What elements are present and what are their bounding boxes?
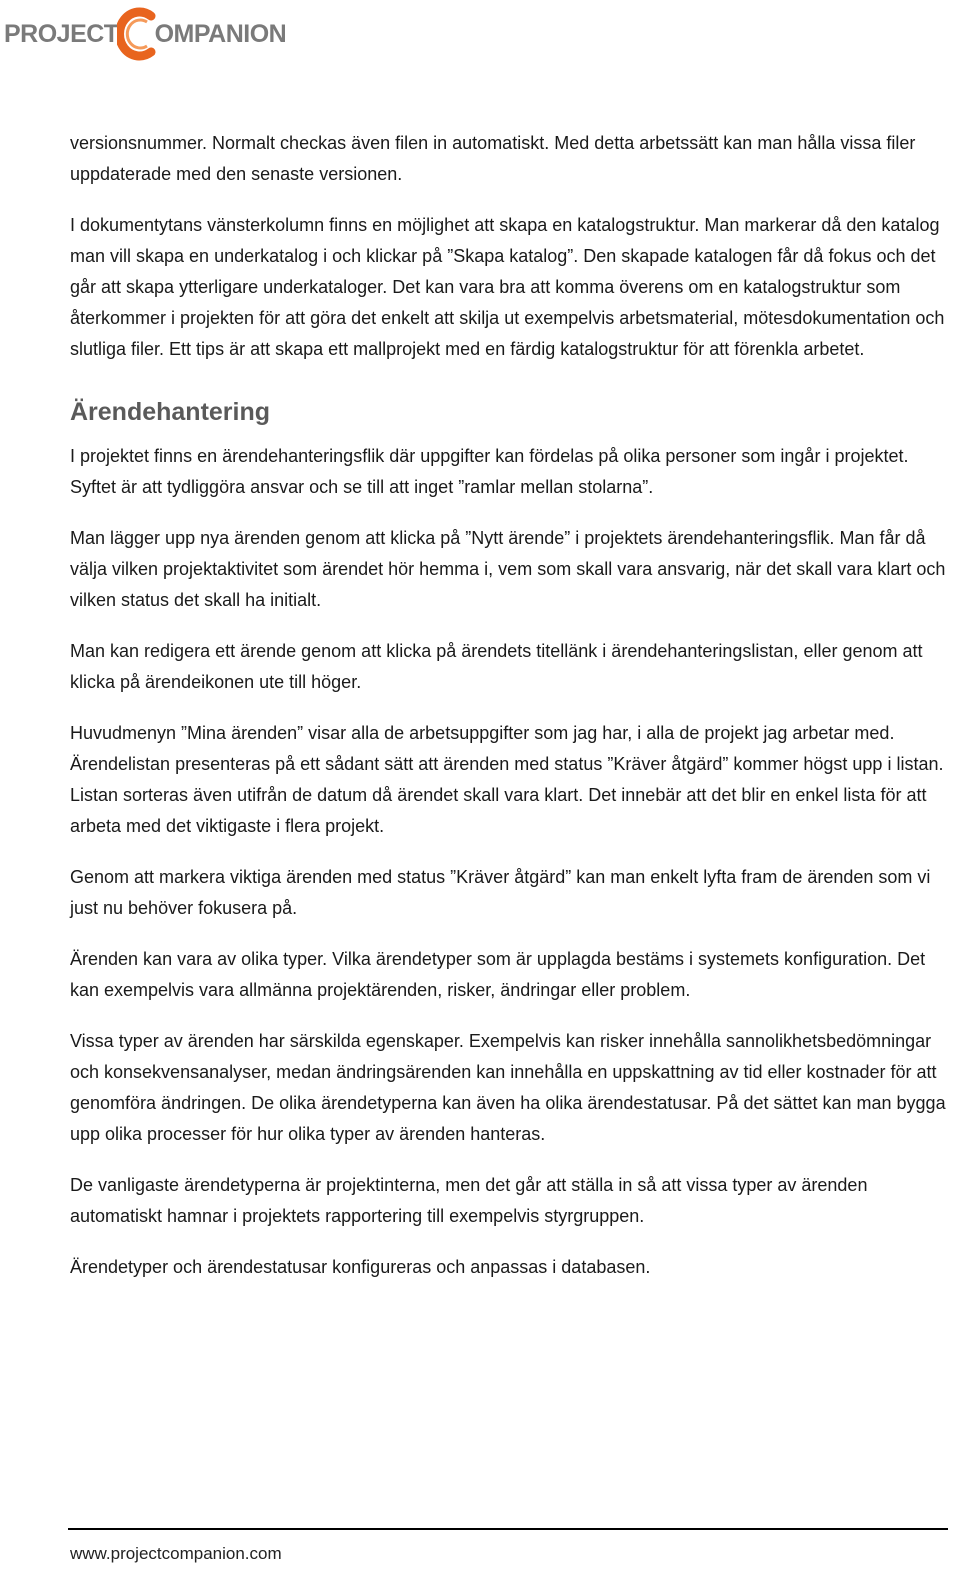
paragraph-4: Man lägger upp nya ärenden genom att klicka på ”Nytt ärende” i projektets ärendehanteringsflik. Man får då välja vilken projektaktivitet som ärendet hör hemma i, vem som skall vara ansvarig, när det skall vara klart och vilken status det skall ha initialt.: [70, 528, 946, 610]
section-heading: Ärendehantering: [70, 398, 271, 426]
paragraph-9: Vissa typer av ärenden har särskilda egenskaper. Exempelvis kan risker innehålla sannolikhetsbedömningar och konsekvensanalyser, medan ändringsärenden kan innehålla en uppskattning av tid eller kostnader för att genomföra ändringen. De olika ärendetyperna kan även ha olika ärendestatusar. På det sättet kan man bygga upp olika processer för hur olika typer av ärenden hanteras.: [70, 1031, 946, 1144]
paragraph-10: De vanligaste ärendetyperna är projektinterna, men det går att ställa in så att vissa typer av ärenden automatiskt hamnar i projektets rapportering till exempelvis styrgruppen.: [70, 1175, 868, 1226]
footer-url: www.projectcompanion.com: [70, 1544, 282, 1563]
footer-divider: [68, 1528, 948, 1530]
logo-text-left: PROJECT: [4, 19, 119, 48]
logo-c-icon: [117, 6, 157, 62]
document-body: [70, 128, 950, 1303]
paragraph-5: Man kan redigera ett ärende genom att klicka på ärendets titellänk i ärendehanteringslistan, eller genom att klicka på ärendeikonen ute till höger.: [70, 641, 923, 692]
logo-text-right: OMPANION: [154, 19, 287, 48]
paragraph-11: Ärendetyper och ärendestatusar konfigureras och anpassas i databasen.: [70, 1257, 651, 1277]
project-companion-logo: [4, 4, 286, 64]
paragraph-2: I dokumentytans vänsterkolumn finns en möjlighet att skapa en katalogstruktur. Man markerar då den katalog man vill skapa en underkatalog i och klickar på ”Skapa katalog”. Den skapade katalogen får då fokus och det går att skapa ytterligare underkataloger. Det kan vara bra att komma överens om en katalogstruktur som återkommer i projekten för att göra det enkelt att skilja ut exempelvis arbetsmaterial, mötesdokumentation och slutliga filer. Ett tips är att skapa ett mallprojekt med en färdig katalogstruktur för att förenkla arbetet.: [70, 215, 945, 359]
paragraph-1: versionsnummer. Normalt checkas även filen in automatiskt. Med detta arbetssätt kan man hålla vissa filer uppdaterade med den senaste versionen.: [70, 133, 916, 184]
paragraph-8: Ärenden kan vara av olika typer. Vilka ärendetyper som är upplagda bestäms i systemets konfiguration. Det kan exempelvis vara allmänna projektärenden, risker, ändringar eller problem.: [70, 949, 926, 1000]
paragraph-7: Genom att markera viktiga ärenden med status ”Kräver åtgärd” kan man enkelt lyfta fram de ärenden som vi just nu behöver fokusera på.: [70, 867, 931, 918]
paragraph-3: I projektet finns en ärendehanteringsflik där uppgifter kan fördelas på olika personer som ingår i projektet. Syftet är att tydliggöra ansvar och se till att inget ”ramlar mellan stolarna”.: [70, 446, 909, 497]
paragraph-6: Huvudmenyn ”Mina ärenden” visar alla de arbetsuppgifter som jag har, i alla de projekt jag arbetar med. Ärendelistan presenteras på ett sådant sätt att ärenden med status ”Kräver åtgärd” kommer högst upp i listan. Listan sorteras även utifrån de datum då ärendet skall vara klart. Det innebär att det blir en enkel lista för att arbeta med det viktigaste i flera projekt.: [70, 723, 944, 836]
